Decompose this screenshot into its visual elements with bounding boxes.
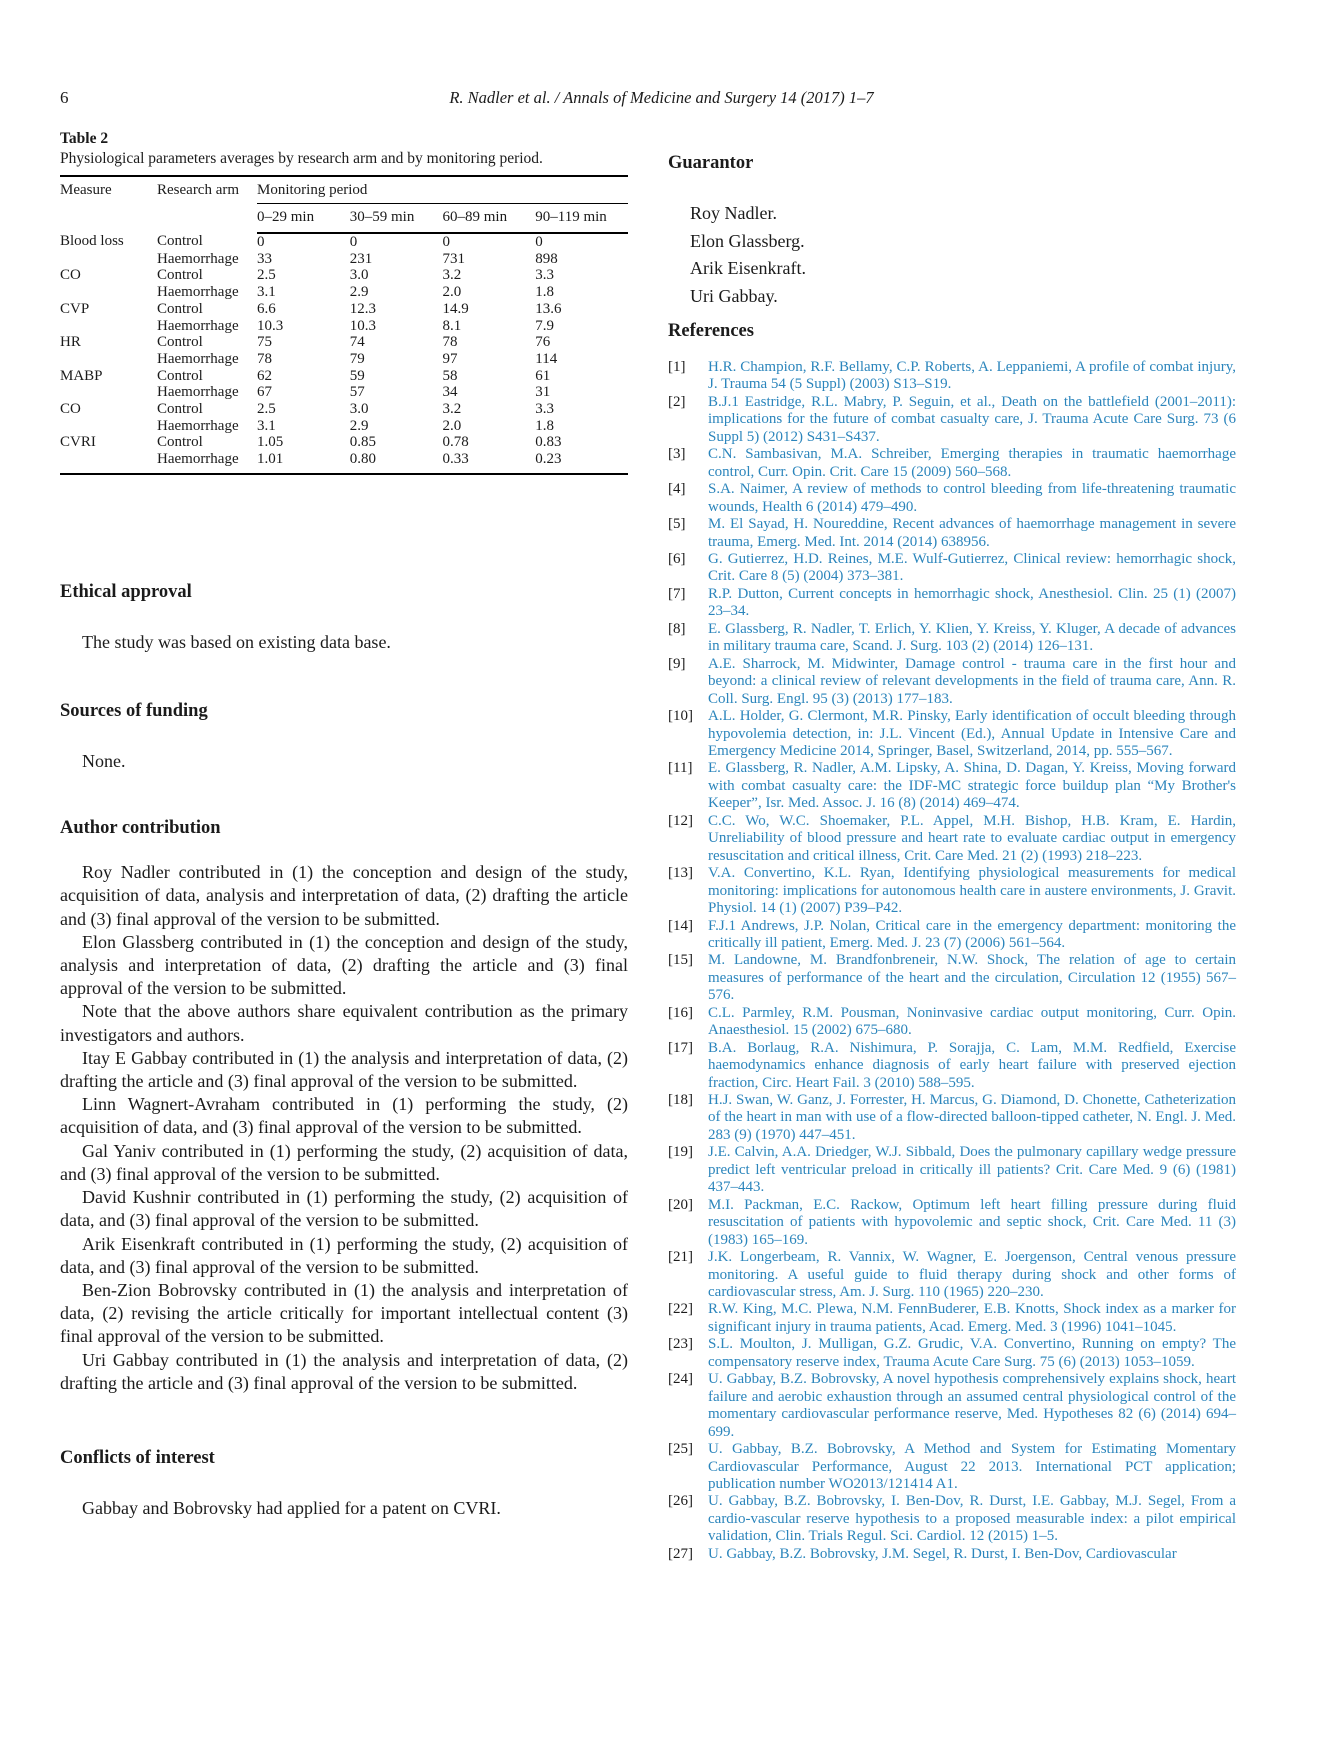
cell-value-30-59: 2.9: [349, 284, 369, 301]
cell-value-60-89: 58: [442, 367, 458, 384]
reference-item: [668, 551, 1236, 586]
section-ethical-approval: [60, 581, 628, 654]
reference-text: M. El Sayad, H. Noureddine, Recent advances of haemorrhage management in severe trauma, Emerg. Med. Int. 2014 (2014) 638956.: [708, 516, 1236, 550]
cell-measure: CVP: [60, 300, 90, 317]
cell-value-90-119: 0.23: [535, 451, 562, 468]
reference-item: [668, 656, 1236, 708]
reference-number: [16]: [668, 1004, 693, 1021]
cell-value-60-89: 14.9: [442, 300, 469, 317]
reference-item: [668, 1144, 1236, 1196]
cell-value-0-29: 0: [257, 234, 265, 250]
cell-value-90-119: 61: [535, 367, 551, 384]
cell-research-arm: Haemorrhage: [157, 284, 239, 301]
table-row: [60, 284, 628, 301]
reference-text: B.J.1 Eastridge, R.L. Mabry, P. Seguin, et al., Death on the battlefield (2001–2011): implications for the future of combat casualty care, J. Trauma Acute Care Surg. 73 (6 Suppl 5) (2012) S431–S437.: [708, 393, 1236, 445]
reference-item: [668, 760, 1236, 812]
cell-measure: Blood loss: [60, 233, 124, 249]
cell-value-90-119: 1.8: [535, 417, 554, 434]
cell-value-90-119: 3.3: [535, 267, 554, 284]
paragraph-author-contribution: Linn Wagnert-Avraham contributed in (1) performing the study, (2) acquisition of data, and (3) final approval of the version to be submitted.: [60, 1094, 628, 1138]
cell-value-90-119: 13.6: [535, 300, 562, 317]
cell-value-0-29: 62: [257, 367, 272, 384]
cell-research-arm: Control: [157, 367, 203, 384]
table-row: [60, 233, 628, 251]
table-row: [60, 318, 628, 335]
cell-value-0-29: 1.05: [257, 434, 284, 451]
section-heading-conflicts-of-interest: Conflicts of interest: [60, 1447, 215, 1468]
cell-value-0-29: 2.5: [257, 401, 276, 418]
col-header-0-29: 0–29 min: [257, 204, 350, 234]
table-caption: Physiological parameters averages by research arm and by monitoring period.: [60, 150, 543, 167]
physiological-parameters-table: [60, 175, 628, 475]
table-row: [60, 301, 628, 318]
reference-number: [24]: [668, 1371, 693, 1388]
reference-number: [12]: [668, 812, 693, 829]
reference-text: U. Gabbay, B.Z. Bobrovsky, A novel hypothesis comprehensively explains shock, heart failure and aerobic exhaustion through an assumed central physiological control of the momentary cardiovascular performance reserve, Med. Hypotheses 82 (6) (2014) 694–699.: [708, 1371, 1236, 1440]
reference-number: [14]: [668, 917, 693, 934]
reference-list: [668, 359, 1236, 1563]
table-row: [60, 434, 628, 451]
reference-text: U. Gabbay, B.Z. Bobrovsky, J.M. Segel, R. Durst, I. Ben-Dov, Cardiovascular: [708, 1545, 1177, 1562]
cell-value-30-59: 0.85: [349, 434, 376, 451]
cell-measure: [60, 284, 157, 301]
reference-number: [9]: [668, 655, 686, 672]
cell-value-30-59: 74: [349, 334, 365, 351]
paragraph-author-contribution: Ben-Zion Bobrovsky contributed in (1) the analysis and interpretation of data, (2) revising the article critically for important intellectual content (3) final approval of the version to be submitted.: [60, 1279, 628, 1347]
reference-item: [668, 1371, 1236, 1441]
cell-value-0-29: 1.01: [257, 451, 284, 468]
reference-text: S.A. Naimer, A review of methods to control bleeding from life-threatening traumatic wounds, Health 6 (2014) 479–490.: [708, 481, 1236, 515]
cell-research-arm: Haemorrhage: [157, 350, 239, 367]
reference-item: [668, 446, 1236, 481]
reference-item: [668, 586, 1236, 621]
left-column: [60, 129, 628, 1520]
cell-value-0-29: 3.1: [257, 417, 276, 434]
paragraph-author-contribution: Roy Nadler contributed in (1) the conception and design of the study, acquisition of data, analysis and interpretation of data, (2) drafting the article and (3) final approval of the version to be submitted.: [60, 862, 628, 929]
cell-value-60-89: 8.1: [442, 317, 462, 334]
col-header-monitoring-period: Monitoring period: [257, 176, 628, 204]
reference-number: [13]: [668, 865, 693, 882]
col-header-60-89: 60–89 min: [443, 204, 536, 234]
paragraph-author-contribution: Note that the above authors share equivalent contribution as the primary investigators and authors.: [60, 1001, 628, 1045]
cell-research-arm: Haemorrhage: [157, 317, 239, 334]
cell-value-0-29: 6.6: [257, 300, 276, 317]
cell-measure: [60, 384, 157, 401]
paragraph-author-contribution: Gal Yaniv contributed in (1) performing the study, (2) acquisition of data, and (3) final approval of the version to be submitted.: [60, 1140, 628, 1184]
reference-text: U. Gabbay, B.Z. Bobrovsky, A Method and System for Estimating Momentary Cardiovascular Performance, August 22 2013. International PCT application; publication number WO2013/121414 A1.: [708, 1441, 1236, 1492]
table-row: [60, 418, 628, 435]
cell-value-60-89: 3.2: [442, 267, 462, 284]
reference-number: [23]: [668, 1336, 693, 1353]
reference-number: [25]: [668, 1441, 693, 1458]
cell-measure: CO: [60, 401, 81, 418]
cell-research-arm: Control: [157, 434, 203, 451]
reference-item: [668, 359, 1236, 394]
cell-value-60-89: 34: [442, 384, 458, 401]
cell-value-90-119: 114: [535, 350, 558, 367]
section-heading-sources-of-funding: Sources of funding: [60, 701, 208, 722]
reference-number: [2]: [668, 393, 686, 410]
cell-value-30-59: 10.3: [349, 317, 376, 334]
reference-item: [668, 918, 1236, 953]
paragraph-author-contribution: Elon Glassberg contributed in (1) the conception and design of the study, analysis and interpretation of data, (2) drafting the article and (3) final approval of the version to be submitted.: [60, 931, 628, 999]
cell-value-0-29: 33: [257, 250, 272, 267]
reference-text: U. Gabbay, B.Z. Bobrovsky, I. Ben-Dov, R. Durst, I.E. Gabbay, M.J. Segel, From a cardio-vascular reserve hypothesis to a proposed measurable index: a pilot empirical validation, Clin. Trials Regul. Sci. Cardiol. 12 (2015) 1–5.: [708, 1493, 1236, 1545]
cell-value-30-59: 2.9: [349, 417, 369, 434]
paragraph-sources-of-funding: None.: [82, 751, 126, 772]
reference-number: [7]: [668, 585, 686, 602]
reference-number: [22]: [668, 1301, 693, 1318]
reference-text: A.E. Sharrock, M. Midwinter, Damage control - trauma care in the first hour and beyond: a clinical review of relevant developments in the field of trauma care, Ann. R. Coll. Surg. Engl. 95 (3) (2013) 177–183.: [708, 655, 1236, 707]
running-title: R. Nadler et al. / Annals of Medicine and Surgery 14 (2017) 1–7: [449, 88, 874, 107]
reference-text: A.L. Holder, G. Clermont, M.R. Pinsky, Early identification of occult bleeding through hypovolemia detection, in: J.L. Vincent (Ed.), Annual Update in Intensive Care and Emergency Medicine 2014, Springer, Basel, Switzerland, 2014, pp. 555–567.: [708, 708, 1236, 759]
cell-value-60-89: 731: [442, 250, 465, 267]
reference-item: [668, 952, 1236, 1004]
col-header-90-119: 90–119 min: [535, 204, 628, 234]
reference-item: [668, 1092, 1236, 1144]
reference-number: [1]: [668, 359, 686, 375]
cell-measure: [60, 318, 157, 335]
cell-value-30-59: 0.80: [349, 451, 376, 468]
reference-number: [21]: [668, 1249, 693, 1266]
cell-value-0-29: 75: [257, 334, 272, 351]
cell-value-60-89: 2.0: [442, 284, 462, 301]
reference-text: H.J. Swan, W. Ganz, J. Forrester, H. Marcus, G. Diamond, D. Chonette, Catheterization of the heart in man with use of a flow-directed balloon-tipped catheter, N. Engl. J. Med. 283 (9) (1970) 447–451.: [708, 1092, 1236, 1143]
reference-text: B.A. Borlaug, R.A. Nishimura, P. Sorajja, C. Lam, M.M. Redfield, Exercise haemodynamics enhance diagnosis of early heart failure with preserved ejection fraction, Circ. Heart Fail. 3 (2010) 588–595.: [708, 1039, 1236, 1091]
cell-value-30-59: 57: [349, 384, 365, 401]
reference-text: H.R. Champion, R.F. Bellamy, C.P. Roberts, A. Leppaniemi, A profile of combat injury, J. Trauma 54 (5 Suppl) (2003) S13–S19.: [708, 359, 1236, 393]
cell-measure: [60, 418, 157, 435]
cell-research-arm: Control: [157, 300, 203, 317]
cell-measure: HR: [60, 334, 81, 351]
cell-research-arm: Haemorrhage: [157, 384, 239, 401]
cell-measure: [60, 451, 157, 474]
reference-item: [668, 1441, 1236, 1493]
cell-value-90-119: 0.83: [535, 434, 562, 451]
reference-text: M.I. Packman, E.C. Rackow, Optimum left heart filling pressure during fluid resuscitation of patients with hypovolemic and septic shock, Crit. Care Med. 11 (3) (1983) 165–169.: [708, 1196, 1236, 1248]
section-author-contribution: [60, 817, 628, 1395]
reference-text: S.L. Moulton, J. Mulligan, G.Z. Grudic, V.A. Convertino, Running on empty? The compensatory reserve index, Trauma Acute Care Surg. 75 (6) (2013) 1053–1059.: [708, 1336, 1236, 1370]
reference-item: [668, 516, 1236, 551]
cell-value-90-119: 898: [535, 250, 558, 267]
reference-text: E. Glassberg, R. Nadler, A.M. Lipsky, A. Shina, D. Dagan, Y. Kreiss, Moving forward with combat casualty care: the IDF-MC strategic force buildup plan “My Brother's Keeper”, Isr. Med. Assoc. J. 16 (8) (2014) 469–474.: [708, 760, 1236, 812]
cell-measure: [60, 351, 157, 368]
running-header: [60, 88, 1263, 110]
col-header-research-arm: Research arm: [157, 182, 240, 198]
reference-item: [668, 1249, 1236, 1301]
reference-number: [8]: [668, 620, 686, 637]
cell-research-arm: Haemorrhage: [157, 250, 239, 267]
section-sources-of-funding: [60, 700, 628, 773]
cell-value-60-89: 3.2: [442, 401, 462, 418]
cell-research-arm: Control: [157, 401, 203, 418]
guarantor-name: Roy Nadler.: [690, 203, 777, 223]
reference-number: [10]: [668, 708, 693, 725]
table-body: [60, 233, 628, 474]
cell-value-60-89: 78: [442, 334, 458, 351]
cell-measure: MABP: [60, 367, 103, 384]
reference-text: C.N. Sambasivan, M.A. Schreiber, Emerging therapies in traumatic haemorrhage control, Curr. Opin. Crit. Care 15 (2009) 560–568.: [708, 446, 1236, 480]
paragraph-conflicts-of-interest: Gabbay and Bobrovsky had applied for a patent on CVRI.: [82, 1497, 501, 1518]
reference-text: E. Glassberg, R. Nadler, T. Erlich, Y. Klien, Y. Kreiss, Y. Kluger, A decade of advances in military trauma care, Scand. J. Surg. 103 (2) (2014) 126–131.: [708, 620, 1236, 655]
cell-value-30-59: 231: [349, 250, 373, 267]
cell-value-0-29: 78: [257, 350, 272, 367]
reference-text: J.E. Calvin, A.A. Driedger, W.J. Sibbald, Does the pulmonary capillary wedge pressure predict left ventricular preload in critically ill patients? Crit. Care Med. 9 (6) (1981) 437–443.: [708, 1144, 1236, 1196]
reference-text: V.A. Convertino, K.L. Ryan, Identifying physiological measurements for medical monitoring: implications for autonomous health care in austere environments, J. Gravit. Physiol. 14 (1) (2007) P39–P42.: [708, 865, 1236, 917]
paragraph-author-contribution: Itay E Gabbay contributed in (1) the analysis and interpretation of data, (2) drafting the article and (3) final approval of the version to be submitted.: [60, 1047, 628, 1092]
reference-number: [5]: [668, 516, 686, 533]
cell-value-30-59: 0: [349, 234, 358, 250]
reference-number: [3]: [668, 446, 686, 463]
reference-item: [668, 621, 1236, 656]
reference-item: [668, 1546, 1236, 1563]
author-contribution-paragraphs: [60, 861, 628, 1395]
section-heading-ethical-approval: Ethical approval: [60, 581, 192, 602]
paragraph-author-contribution: Arik Eisenkraft contributed in (1) performing the study, (2) acquisition of data, and (3) final approval of the version to be submitted.: [60, 1233, 628, 1277]
cell-measure: CO: [60, 267, 81, 284]
cell-research-arm: Control: [157, 334, 203, 351]
reference-item: [668, 865, 1236, 917]
cell-value-60-89: 0.78: [442, 434, 469, 451]
reference-number: [17]: [668, 1039, 693, 1056]
guarantor-name: Elon Glassberg.: [690, 230, 805, 251]
cell-value-0-29: 2.5: [257, 267, 276, 284]
table-row: [60, 251, 628, 268]
cell-research-arm: Haemorrhage: [157, 417, 239, 434]
reference-text: G. Gutierrez, H.D. Reines, M.E. Wulf-Gutierrez, Clinical review: hemorrhagic shock, Crit. Care 8 (5) (2004) 373–381.: [708, 550, 1236, 585]
table-row: [60, 334, 628, 351]
reference-text: C.L. Parmley, R.M. Pousman, Noninvasive cardiac output monitoring, Curr. Opin. Anaesthesiol. 15 (2002) 675–680.: [708, 1004, 1236, 1039]
reference-number: [4]: [668, 481, 686, 498]
two-column-layout: [60, 129, 1263, 1563]
reference-number: [18]: [668, 1092, 693, 1109]
section-heading-author-contribution: Author contribution: [60, 818, 221, 839]
cell-research-arm: Control: [157, 233, 203, 249]
reference-number: [20]: [668, 1196, 693, 1213]
cell-value-90-119: 76: [535, 334, 551, 351]
cell-research-arm: Control: [157, 267, 203, 284]
reference-text: C.C. Wo, W.C. Shoemaker, P.L. Appel, M.H. Bishop, H.B. Kram, E. Hardin, Unreliability of blood pressure and heart rate to evaluate cardiac output in emergency resuscitation and critical illness, Crit. Care Med. 21 (2) (1993) 218–223.: [708, 812, 1236, 864]
reference-text: F.J.1 Andrews, J.P. Nolan, Critical care in the emergency department: monitoring the critically ill patient, Emerg. Med. J. 23 (7) (2006) 561–564.: [708, 917, 1236, 951]
reference-item: [668, 1336, 1236, 1371]
table-row: [60, 368, 628, 385]
cell-value-30-59: 3.0: [349, 401, 369, 418]
paragraph-ethical-approval: The study was based on existing data base.: [82, 631, 391, 652]
reference-item: [668, 481, 1236, 516]
reference-number: [19]: [668, 1144, 693, 1161]
paragraph-author-contribution: Uri Gabbay contributed in (1) the analysis and interpretation of data, (2) drafting the article and (3) final approval of the version to be submitted.: [60, 1349, 628, 1393]
guarantor-name: Arik Eisenkraft.: [690, 258, 806, 278]
cell-value-60-89: 0: [442, 234, 450, 250]
reference-item: [668, 394, 1236, 446]
reference-text: R.W. King, M.C. Plewa, N.M. FennBuderer, E.B. Knotts, Shock index as a marker for significant injury in trauma patients, Acad. Emerg. Med. 3 (1996) 1041–1045.: [708, 1301, 1236, 1335]
reference-item: [668, 1301, 1236, 1336]
cell-value-60-89: 0.33: [442, 451, 469, 468]
cell-value-90-119: 31: [535, 384, 551, 401]
table-label: Table 2: [60, 130, 109, 147]
cell-value-30-59: 79: [349, 350, 365, 367]
cell-value-30-59: 3.0: [349, 267, 369, 284]
reference-item: [668, 1005, 1236, 1040]
section-heading-references: References: [668, 321, 754, 341]
cell-value-90-119: 7.9: [535, 317, 554, 334]
reference-number: [27]: [668, 1545, 693, 1562]
section-references: [668, 320, 1236, 1563]
section-conflicts-of-interest: [60, 1447, 628, 1520]
table-row: [60, 351, 628, 368]
reference-text: R.P. Dutton, Current concepts in hemorrhagic shock, Anesthesiol. Clin. 25 (1) (2007) 23–34.: [708, 585, 1236, 620]
reference-item: [668, 1197, 1236, 1249]
col-header-30-59: 30–59 min: [350, 204, 443, 234]
cell-value-90-119: 3.3: [535, 401, 554, 418]
reference-text: M. Landowne, M. Brandfonbreneir, N.W. Shock, The relation of age to certain measures of performance of the heart and the circulation, Circulation 12 (1955) 567–576.: [708, 952, 1236, 1004]
page-number: 6: [60, 88, 69, 107]
table-header: [60, 176, 628, 233]
section-heading-guarantor: Guarantor: [668, 153, 754, 173]
reference-item: [668, 708, 1236, 760]
cell-value-0-29: 67: [257, 384, 272, 401]
cell-value-30-59: 12.3: [349, 300, 376, 317]
cell-value-0-29: 3.1: [257, 284, 276, 301]
table-row: [60, 401, 628, 418]
col-header-measure: Measure: [60, 182, 112, 198]
paragraph-author-contribution: David Kushnir contributed in (1) performing the study, (2) acquisition of data, and (3) final approval of the version to be submitted.: [60, 1187, 628, 1231]
right-column: [668, 129, 1236, 1563]
table-row: [60, 384, 628, 401]
cell-value-90-119: 1.8: [535, 284, 554, 301]
guarantor-name: Uri Gabbay.: [690, 285, 778, 306]
section-guarantor: [668, 152, 1236, 310]
cell-value-90-119: 0: [535, 234, 543, 250]
reference-text: J.K. Longerbeam, R. Vannix, W. Wagner, E. Joergenson, Central venous pressure monitoring. A useful guide to fluid therapy during shock and other forms of cardiovascular stress, Am. J. Surg. 110 (1965) 220–230.: [708, 1249, 1236, 1301]
reference-number: [11]: [668, 760, 693, 777]
cell-value-60-89: 2.0: [442, 417, 462, 434]
cell-measure: CVRI: [60, 434, 96, 451]
reference-number: [26]: [668, 1493, 693, 1510]
reference-number: [6]: [668, 550, 686, 567]
reference-item: [668, 1493, 1236, 1545]
cell-value-0-29: 10.3: [257, 317, 284, 334]
table-row: [60, 451, 628, 474]
cell-value-60-89: 97: [442, 350, 458, 367]
table-row: [60, 267, 628, 284]
reference-number: [15]: [668, 952, 693, 969]
guarantor-name-list: [668, 200, 1236, 310]
reference-item: [668, 1040, 1236, 1092]
cell-value-30-59: 59: [349, 367, 365, 384]
reference-item: [668, 813, 1236, 865]
table-2-block: [60, 129, 628, 475]
cell-measure: [60, 251, 157, 268]
cell-research-arm: Haemorrhage: [157, 451, 239, 468]
